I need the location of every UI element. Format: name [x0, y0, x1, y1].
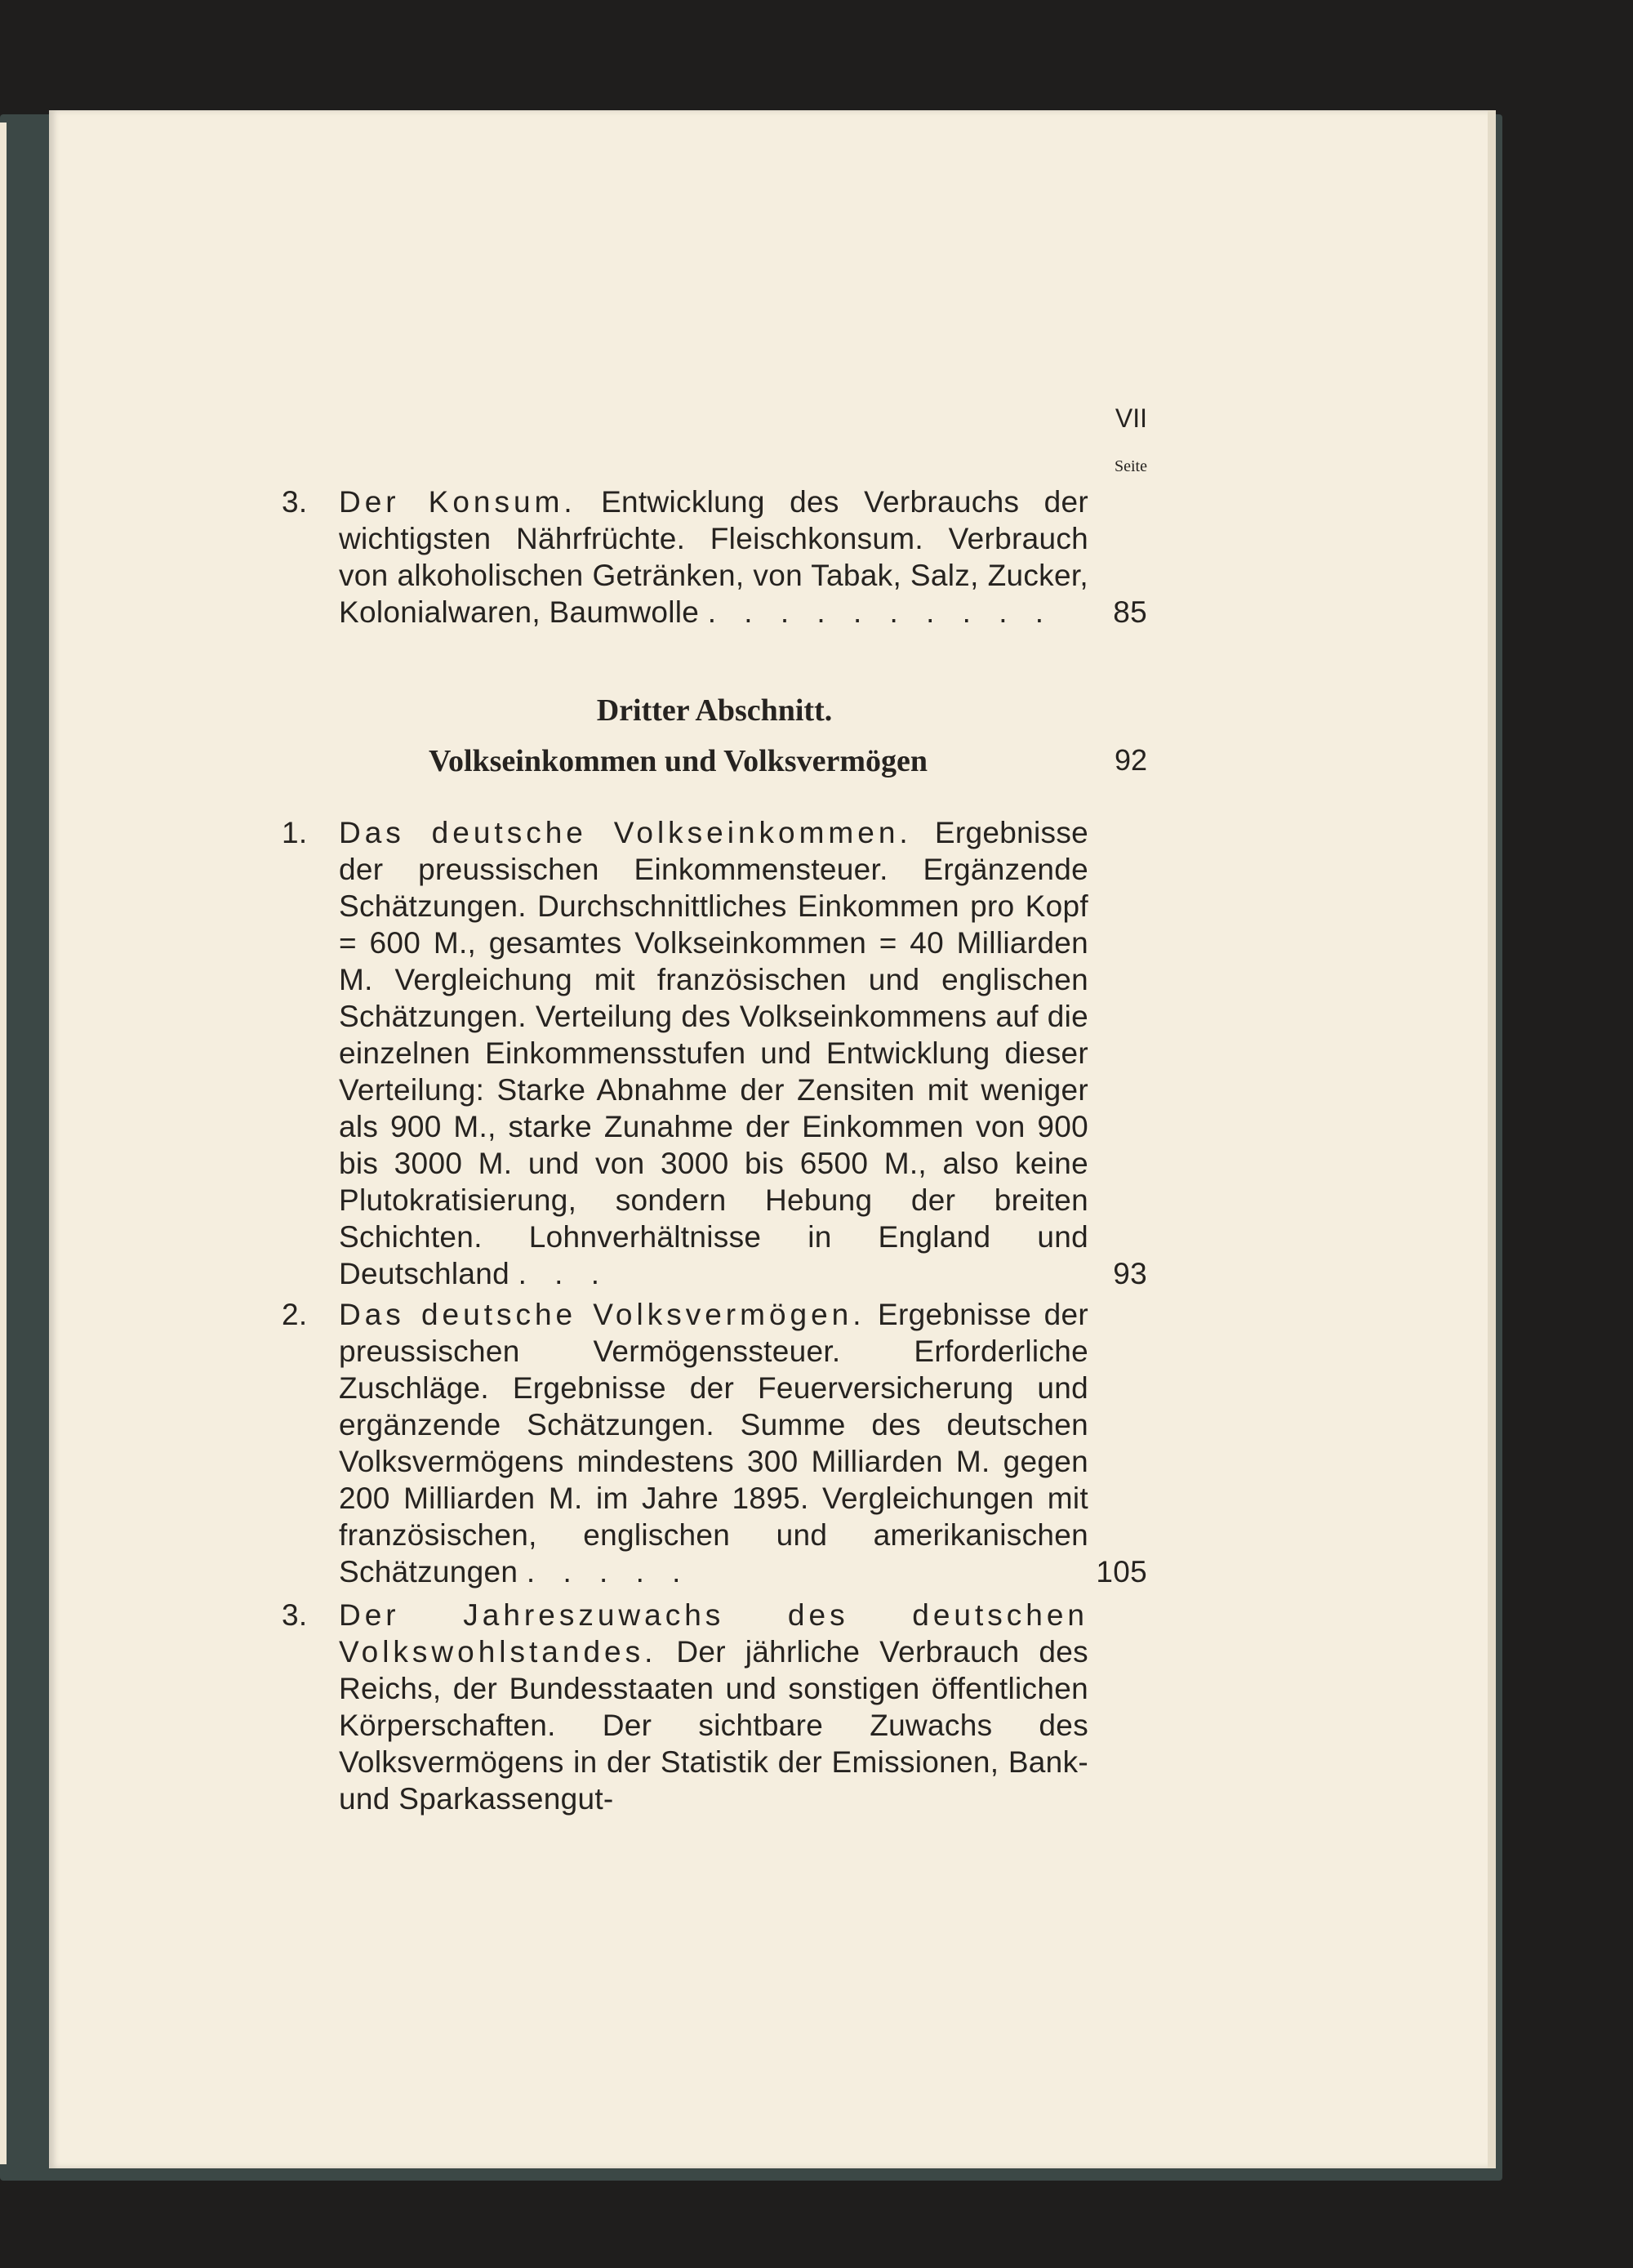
section-page: 92: [1114, 743, 1147, 777]
entry-number: 2.: [282, 1298, 308, 1331]
entry-page: 85: [1113, 595, 1147, 629]
toc-entry-jahreszuwachs: [282, 1597, 1147, 1817]
entry-text: Ergebnisse der preussischen Vermögenssteuer. Erforderliche Zuschläge. Ergebnisse der Feuerversicherung und ergänzende Schätzungen. Summe des deutschen Volksvermögens mindestens 300 Milliarden M. gegen 200 Milliarden M. im Jahre 1895. Vergleichungen mit französischen, englischen und amerikanischen Schätzungen: [339, 1298, 1088, 1588]
entry-body: [339, 814, 1088, 1292]
left-page-edge: [0, 123, 7, 2164]
entry-lead: Der Jahreszuwachs des deutschen Volkswohlstandes.: [339, 1598, 1088, 1669]
toc-entry-volksvermoegen: [282, 1296, 1147, 1590]
entry-body: [339, 1296, 1088, 1590]
page-edges: [1488, 110, 1496, 2168]
entry-body: [339, 483, 1088, 630]
toc-entry-volkseinkommen: [282, 814, 1147, 1292]
leader-dots: . . . . .: [526, 1555, 691, 1588]
entry-text: Entwicklung des Verbrauchs der wichtigsten Nährfrüchte. Fleischkonsum. Verbrauch von alkoholischen Getränken, von Tabak, Salz, Zucker, Kolonialwaren, Baumwolle: [339, 485, 1088, 629]
page-number: VII: [1115, 403, 1147, 433]
entry-text: Der jährliche Verbrauch des Reichs, der Bundesstaaten und sonstigen öffentlichen Körperschaften. Der sichtbare Zuwachs des Volksvermögens in der Statistik der Emissionen, Bank- und Sparkassengut-: [339, 1635, 1088, 1816]
seite-label: Seite: [1115, 457, 1147, 475]
entry-page: 105: [1096, 1555, 1147, 1588]
entry-lead: Das deutsche Volksvermögen.: [339, 1298, 865, 1331]
section-heading: Dritter Abschnitt.: [596, 693, 833, 728]
leader-dots: . . . . . . . . . .: [707, 595, 1054, 629]
entry-text: Ergebnisse der preussischen Einkommensteuer. Ergänzende Schätzungen. Durchschnittliches Einkommen pro Kopf = 600 M., gesamtes Volkseinkommen = 40 Milliarden M. Vergleichung mit französischen und englischen Schätzungen. Verteilung des Volkseinkommens auf die einzelnen Einkommensstufen und Entwicklung dieser Verteilung: Starke Abnahme der Zensiten mit weniger als 900 M., starke Zunahme der Einkommen von 900 bis 3000 M. und von 3000 bis 6500 M., also keine Plutokratisierung, sondern Hebung der breiten Schichten. Lohnverhältnisse in England und Deutschland: [339, 816, 1088, 1290]
entry-lead: Das deutsche Volkseinkommen.: [339, 816, 912, 849]
entry-body: [339, 1597, 1088, 1817]
leader-dots: . . .: [518, 1257, 609, 1290]
entry-page: 93: [1113, 1257, 1147, 1290]
entry-number: 1.: [282, 816, 308, 849]
toc-entry-konsum: [282, 483, 1147, 630]
section-title: Volkseinkommen und Volksvermögen: [429, 744, 928, 778]
entry-number: 3.: [282, 485, 308, 519]
entry-number: 3.: [282, 1598, 308, 1632]
entry-lead: Der Konsum.: [339, 485, 576, 519]
